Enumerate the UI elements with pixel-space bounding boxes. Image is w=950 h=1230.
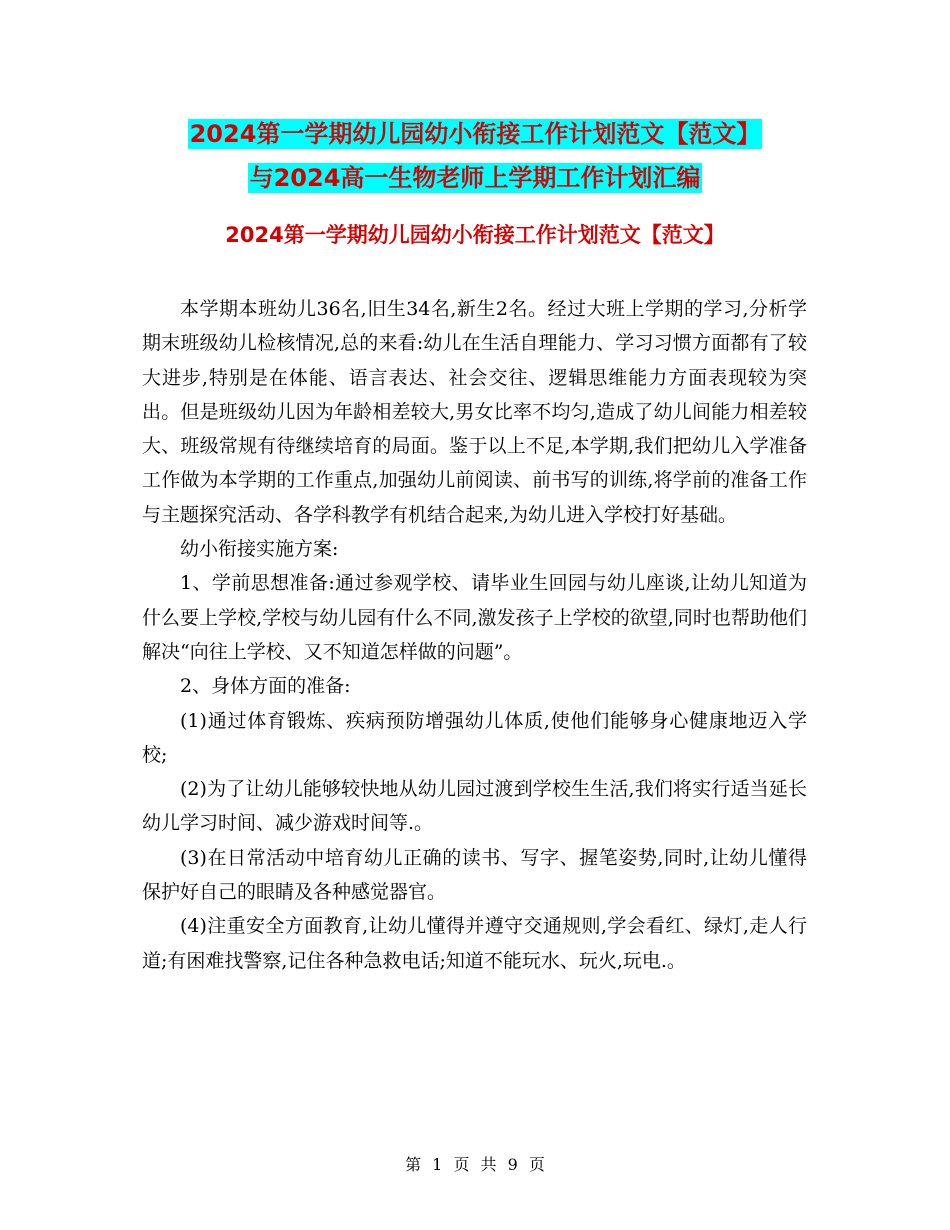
paragraph-item-2: 2、身体方面的准备:	[180, 675, 351, 698]
section-title: 2024第一学期幼儿园幼小衔接工作计划范文【范文】	[225, 223, 725, 247]
title-line-2: 与2024高一生物老师上学期工作计划汇编	[249, 164, 701, 192]
page-number-footer: 第 1 页 共 9 页	[405, 1155, 545, 1174]
paragraph-subitem-3: (3)在日常活动中培育幼儿正确的读书、写字、握笔姿势,同时,让幼儿懂得保护好自己的眼睛及各种感觉器官。	[142, 846, 807, 904]
paragraph-intro: 本学期本班幼儿36名,旧生34名,新生2名。经过大班上学期的学习,分析学期末班级幼儿检核情况,总的来看:幼儿在生活自理能力、学习习惯方面都有了较大进步,特别是在体能、语言表达、社会交往、逻辑思维能力方面表现较为突出。但是班级幼儿因为年龄相差较大,男女比率不均匀,造成了幼儿间能力相差较大、班级常规有待继续培育的局面。鉴于以上不足,本学期,我们把幼儿入学准备工作做为本学期的工作重点,加强幼儿前阅读、前书写的训练,将学前的准备工作与主题探究活动、各学科教学有机结合起来,为幼儿进入学校打好基础。	[142, 298, 807, 526]
paragraph-subitem-1: (1)通过体育锻炼、疾病预防增强幼儿体质,使他们能够身心健康地迈入学校;	[142, 709, 807, 766]
paragraph-subitem-2: (2)为了让幼儿能够较快地从幼儿园过渡到学校生生活,我们将实行适当延长幼儿学习时间、减少游戏时间等.。	[142, 778, 807, 835]
paragraph-item-1: 1、学前思想准备:通过参观学校、请毕业生回园与幼儿座谈,让幼儿知道为什么要上学校,学校与幼儿园有什么不同,激发孩子上学校的欲望,同时也帮助他们解决“向往上学校、又不知道怎样做的问题”。	[142, 572, 807, 663]
paragraph-plan-heading: 幼小衔接实施方案:	[180, 538, 339, 561]
paragraph-subitem-4: (4)注重安全方面教育,让幼儿懂得并遵守交通规则,学会看红、绿灯,走人行道;有困难找警察,记住各种急救电话;知道不能玩水、玩火,玩电.。	[142, 915, 807, 972]
document-title	[0, 112, 950, 200]
title-line-1: 2024第一学期幼儿园幼小衔接工作计划范文【范文】	[189, 120, 761, 148]
body-text	[142, 292, 807, 978]
